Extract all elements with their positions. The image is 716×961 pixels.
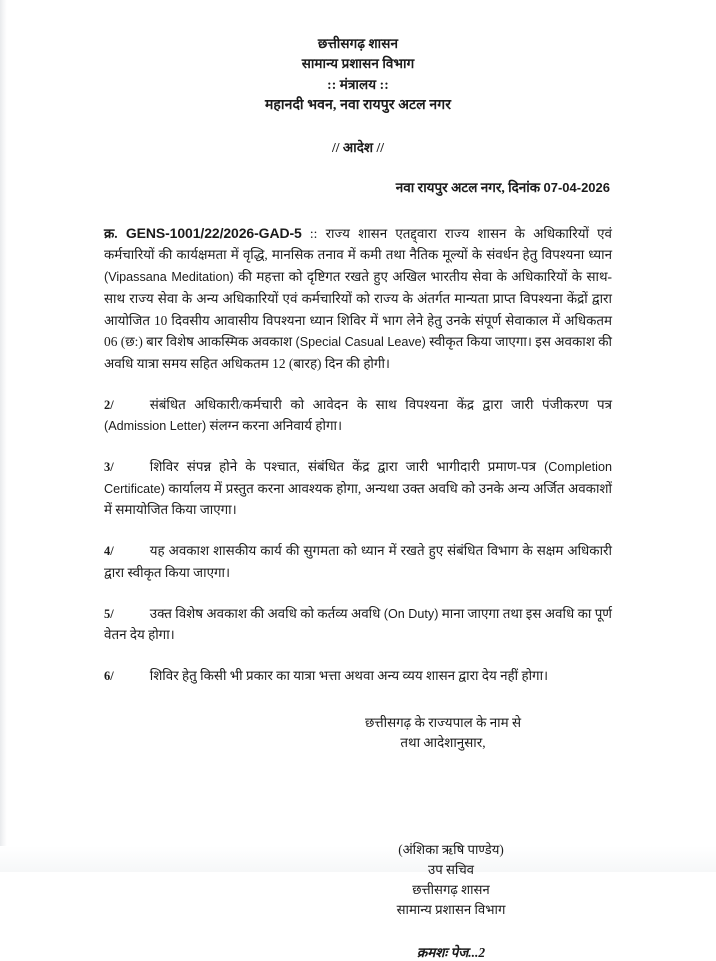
clause-3-number: 3/	[104, 460, 114, 475]
header-line-address: महानदी भवन, नवा रायपुर अटल नगर	[264, 97, 452, 113]
signatory-government: छत्तीसगढ़ शासन	[412, 881, 490, 897]
closing-block	[104, 713, 612, 755]
clause-5-number: 5/	[104, 606, 114, 621]
clause-5-text-2: माना जाएगा तथा इस अवधि का पूर्ण वेतन देय होगा।	[104, 605, 612, 643]
clause-4	[104, 540, 612, 583]
document-header	[104, 34, 612, 116]
closing-line-by-order: तथा आदेशानुसार,	[400, 735, 486, 751]
signatory-designation: उप सचिव	[427, 862, 475, 878]
continuation-note: क्रमशः पेज...2	[416, 945, 486, 961]
kram-label: क्र.	[104, 225, 118, 241]
clause-2-latin: (Admission Letter)	[104, 419, 207, 434]
clause-2-number: 2/	[104, 397, 114, 412]
clause-5-latin: (On Duty)	[383, 606, 439, 621]
scan-edge-left	[0, 0, 7, 872]
clause-6-number: 6/	[104, 669, 114, 683]
document-content	[104, 34, 612, 961]
clause-6-text-1: शिविर हेतु किसी भी प्रकार का यात्रा भत्ता अथवा अन्य व्यय शासन द्वारा देय नहीं होगा।	[149, 668, 549, 683]
clause-4-number: 4/	[104, 544, 114, 559]
lead-paragraph	[104, 222, 612, 375]
order-separator: ::	[309, 225, 318, 241]
clause-5-text-1: उक्त विशेष अवकाश की अवधि को कर्तव्य अवधि	[149, 605, 381, 621]
closing-line-governor: छत्तीसगढ़ के राज्यपाल के नाम से	[364, 714, 522, 730]
signatory-department: सामान्य प्रशासन विभाग	[396, 901, 506, 917]
lead-text-1: राज्य शासन एतद्द्वारा राज्य शासन के अधिकारियों एवं कर्मचारियों की कार्यक्षमता में वृद्धि, मानसिक तनाव में कमी तथा नैतिक मूल्यों के संवर्धन हेतु विपश्यना ध्यान	[104, 225, 613, 263]
dateline	[104, 178, 612, 196]
order-heading: // आदेश //	[332, 139, 384, 155]
lead-text-2: की महत्ता को दृष्टिगत रखते हुए अखिल भारतीय सेवा के अधिकारियों के साथ-साथ राज्य सेवा के अन्य अधिकारियों एवं कर्मचारियों को राज्य के अंतर्गत मान्यता प्राप्त विपश्यना केंद्रों द्वारा आयोजित 10 दिवसीय आवासीय विपश्यना ध्यान शिविर में भाग लेने हेतु उनके संपूर्ण सेवाकाल में अधिकतम 06 (छ:) बार विशेष आकस्मिक अवकाश	[104, 269, 612, 350]
clause-5	[104, 603, 612, 646]
header-line-government: छत्तीसगढ़ शासन	[317, 36, 399, 51]
clause-4-text-1: यह अवकाश शासकीय कार्य की सुगमता को ध्यान में रखते हुए संबंधित विभाग के सक्षम अधिकारी द्वारा स्वीकृत किया जाएगा।	[104, 543, 612, 580]
clause-6	[104, 665, 612, 687]
order-number: GENS-1001/22/2026-GAD-5	[125, 224, 302, 241]
clause-2-text-2: संलग्न करना अनिवार्य होगा।	[209, 418, 343, 434]
header-line-ministry: :: मंत्रालय ::	[327, 76, 389, 92]
signatory-name: (अंशिका ऋषि पाण्डेय)	[398, 842, 504, 858]
signature-block	[104, 840, 612, 919]
dateline-place: नवा रायपुर अटल नगर, दिनांक	[395, 179, 541, 195]
dateline-date: 07-04-2026	[543, 179, 610, 195]
lead-latin-special-casual-leave: (Special Casual Leave)	[295, 335, 426, 350]
clause-2-text-1: संबंधित अधिकारी/कर्मचारी को आवेदन के साथ विपश्यना केंद्र द्वारा जारी पंजीकरण पत्र	[149, 396, 612, 412]
clause-3-text-1: शिविर संपन्न होने के पश्चात, संबंधित केंद्र द्वारा जारी भागीदारी प्रमाण-पत्र	[149, 459, 536, 475]
clause-3-latin: (Completion Certificate)	[104, 460, 612, 496]
clause-3	[104, 456, 612, 521]
lead-text-3: स्वीकृत किया जाएगा। इस अवकाश की अवधि यात्रा समय सहित अधिकतम 12 (बारह) दिन की होगी।	[104, 334, 612, 371]
clause-2	[104, 394, 612, 437]
clause-3-text-2: कार्यालय में प्रस्तुत करना आवश्यक होगा, अन्यथा उक्त अवधि को उनके अन्य अर्जित अवकाशों में समायोजित किया जाएगा।	[104, 480, 612, 518]
header-line-department: सामान्य प्रशासन विभाग	[301, 56, 415, 72]
lead-latin-vipassana: (Vipassana Meditation)	[104, 270, 234, 285]
